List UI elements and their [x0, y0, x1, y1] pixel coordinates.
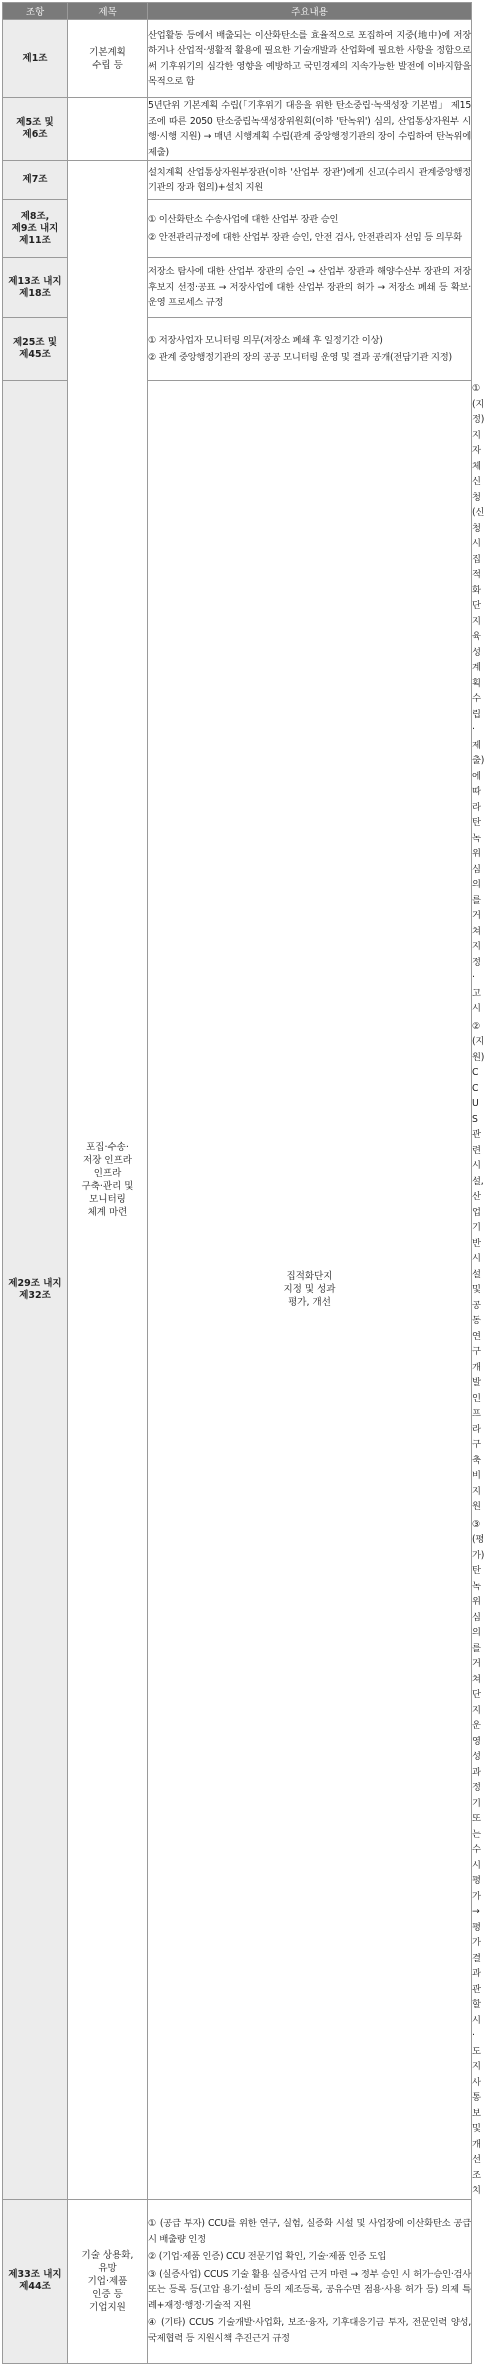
content-paragraph: ① 저장사업자 모니터링 의무(저장소 폐쇄 후 일정기간 이상) — [148, 334, 383, 346]
title-cell: 기술 상용화, 유망 기업·제품 인증 등 기업지원 — [68, 2199, 148, 2363]
article-cell: 제33조 내지 제44조 — [3, 2199, 68, 2363]
header-content: 주요내용 — [148, 3, 472, 20]
content-paragraph: ④ (기타) CCUS 기술개발·사업화, 보조·융자, 기후대응기금 투자, 전문인력 양성, 국제협력 등 지원시책 추진근거 규정 — [148, 2317, 471, 2344]
content-cell — [148, 258, 472, 318]
article-cell: 제7조 — [3, 161, 68, 200]
content-cell — [148, 200, 472, 258]
title-cell — [68, 98, 148, 161]
table-row — [3, 2199, 472, 2363]
title-cell-group: 포집·수송· 저장 인프라 인프라 구축·관리 및 모니터링 체계 마련 — [68, 161, 148, 2200]
article-cell: 제29조 내지 제32조 — [3, 381, 68, 2200]
content-paragraph: ① 이산화탄소 수송사업에 대한 산업부 장관 승인 — [148, 214, 339, 225]
article-cell: 제13조 내지 제18조 — [3, 258, 68, 318]
content-paragraph: ② 안전관리규정에 대한 산업부 장관 승인, 안전 검사, 안전관리자 선임 등 의무화 — [148, 231, 462, 243]
article-cell: 제25조 및 제45조 — [3, 318, 68, 381]
table-row — [3, 161, 472, 200]
content-cell — [148, 161, 472, 200]
content-paragraph: ③ (실증사업) CCUS 기술 활용 실증사업 근거 마련 → 정부 승인 시 허가·승인·검사 또는 등록 등(고압 용기·설비 등의 제조등록, 공유수면 점용·사용 허가 등) 의제 특례+재정·행정·기술적 지원 — [148, 2268, 471, 2311]
ccus-law-table — [2, 2, 484, 2364]
table-header-row — [3, 3, 472, 20]
title-cell: 기본계획 수립 등 — [68, 20, 148, 98]
content-cell — [148, 2199, 472, 2363]
content-cell — [148, 318, 472, 381]
content-paragraph: ② (기업·제품 인증) CCU 전문기업 확인, 기술·제품 인증 도입 — [148, 2251, 387, 2262]
table-row: 제29조 내지 제32조 집적화단지 지정 및 성과 평가, 개선 ① (지정) 지자체 신청(신청 시 집적화단지 육성계획 수립·제출)에 따라 탄녹위 심의를 거쳐 지정·고시 ② (지원) CCUS 관련 시설, 산업기반 시설 및 공동연구개발 인프라 구축비 지원 ③ (평가) 탄녹위 심의를 거쳐 단지 운영성과 정기 또는 수시 평가 → 평가 결과 관할 시·도지사 통보 및 개선 조치 — [3, 381, 472, 2200]
content-paragraph: ② 관계 중앙행정기관의 장의 공공 모니터링 운영 및 결과 공개(전담기관 지정) — [148, 352, 452, 363]
table-row — [3, 98, 472, 161]
content-paragraph: 산업활동 등에서 배출되는 이산화탄소를 효율적으로 포집하여 지중(地中)에 저장하거나 산업적·생활적 활용에 필요한 기술개발과 산업화에 필요한 사항을 정함으로써 기후위기의 심각한 영향을 예방하고 국민경제의 지속가능한 발전에 이바지함을 목적으로 함 — [148, 29, 471, 87]
content-paragraph: 설치계획 산업통상자원부장관(이하 '산업부 장관')에게 신고(수리시 관계중앙행정기관의 장과 협의)+설치 지원 — [148, 166, 471, 193]
table-row — [3, 20, 472, 98]
content-paragraph: ① (공급 투자) CCU를 위한 연구, 실험, 실증화 시설 및 사업장에 이산화탄소 공급 시 배출량 인정 — [148, 2218, 471, 2245]
content-paragraph: 5년단위 기본계획 수립(「기후위기 대응을 위한 탄소중립·녹색성장 기본법」 제15조에 따른 2050 탄소중립녹색성장위원회(이하 '탄녹위') 심의, 산업통상자원부 시행·시행 지원) → 매년 시행계획 수립(관계 중앙행정기관의 장이 수립하여 탄녹위에 제출) — [148, 100, 471, 158]
content-cell — [148, 20, 472, 98]
header-article: 조항 — [3, 3, 68, 20]
article-cell: 제8조, 제9조 내지 제11조 — [3, 200, 68, 258]
header-title: 제목 — [68, 3, 148, 20]
content-paragraph: 저장소 탐사에 대한 산업부 장관의 승인 → 산업부 장관과 해양수산부 장관의 저장후보지 선정·공표 → 저장사업에 대한 산업부 장관의 허가 → 저장소 폐쇄 등 확보·운영 프로세스 규정 — [148, 266, 471, 309]
content-cell — [148, 98, 472, 161]
article-cell: 제1조 — [3, 20, 68, 98]
title-cell: 집적화단지 지정 및 성과 평가, 개선 — [148, 381, 472, 2200]
article-cell: 제5조 및 제6조 — [3, 98, 68, 161]
